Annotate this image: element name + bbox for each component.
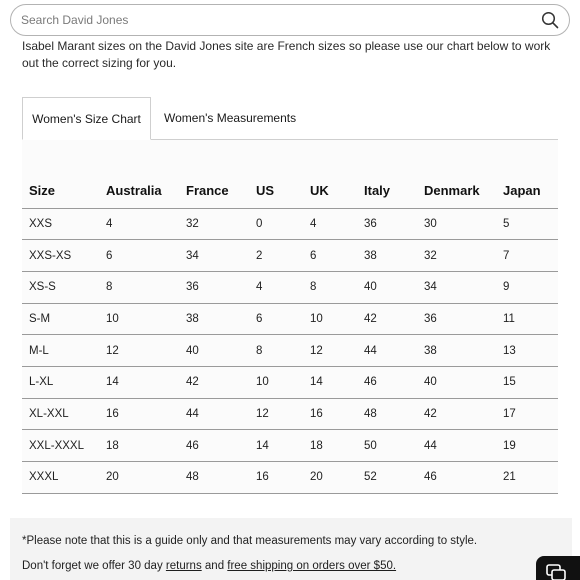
search-input[interactable] <box>21 5 531 35</box>
table-cell: 36 <box>179 271 249 303</box>
size-chart <box>22 140 558 494</box>
table-cell: 4 <box>249 271 303 303</box>
table-cell: 38 <box>179 303 249 335</box>
table-row <box>22 303 558 335</box>
table-cell: 36 <box>357 208 417 240</box>
table-cell: 32 <box>179 208 249 240</box>
table-cell: XXS-XS <box>22 240 99 272</box>
table-cell: 50 <box>357 430 417 462</box>
table-cell: 38 <box>417 335 496 367</box>
table-cell: 40 <box>357 271 417 303</box>
table-row <box>22 430 558 462</box>
column-header: UK <box>303 140 357 208</box>
table-header-row <box>22 140 558 208</box>
table-cell: 18 <box>303 430 357 462</box>
table-cell: S-M <box>22 303 99 335</box>
table-cell: 42 <box>357 303 417 335</box>
table-cell: 14 <box>249 430 303 462</box>
tab-womens-measurements[interactable]: Women's Measurements <box>164 111 297 125</box>
table-row <box>22 208 558 240</box>
table-cell: 44 <box>179 398 249 430</box>
table-cell: 40 <box>179 335 249 367</box>
table-cell: 10 <box>249 366 303 398</box>
table-cell: 10 <box>99 303 179 335</box>
size-chart-tabs <box>22 97 558 140</box>
column-header: Denmark <box>417 140 496 208</box>
table-cell: 44 <box>417 430 496 462</box>
table-cell: 21 <box>496 462 558 494</box>
table-cell: 5 <box>496 208 558 240</box>
table-cell: XS-S <box>22 271 99 303</box>
table-cell: 46 <box>357 366 417 398</box>
table-cell: 8 <box>99 271 179 303</box>
table-cell: 46 <box>417 462 496 494</box>
table-cell: 10 <box>303 303 357 335</box>
disclaimer-text: *Please note that this is a guide only and that measurements may vary according to style. <box>22 535 478 547</box>
table-cell: XXXL <box>22 462 99 494</box>
table-cell: 6 <box>99 240 179 272</box>
chat-button[interactable] <box>536 556 580 580</box>
returns-link[interactable]: returns <box>165 560 202 572</box>
tab-womens-size-chart[interactable]: Women's Size Chart <box>22 97 151 140</box>
table-cell: 14 <box>303 366 357 398</box>
table-cell: 32 <box>417 240 496 272</box>
column-header: Italy <box>357 140 417 208</box>
column-header: France <box>179 140 249 208</box>
table-cell: 15 <box>496 366 558 398</box>
table-cell: 12 <box>99 335 179 367</box>
table-cell: 11 <box>496 303 558 335</box>
table-cell: L-XL <box>22 366 99 398</box>
offer-middle: and <box>201 560 228 572</box>
free-shipping-link[interactable]: free shipping on orders over $50. <box>227 560 397 572</box>
search-bar[interactable] <box>10 4 570 36</box>
table-cell: XXL-XXXL <box>22 430 99 462</box>
column-header: Australia <box>99 140 179 208</box>
intro-text: Isabel Marant sizes on the David Jones site are French sizes so please use our chart below to work out the correct sizing for you. <box>22 39 551 70</box>
table-cell: 48 <box>357 398 417 430</box>
table-body <box>22 208 558 493</box>
table-cell: XXS <box>22 208 99 240</box>
table-cell: 18 <box>99 430 179 462</box>
table-cell: 6 <box>303 240 357 272</box>
table-cell: 8 <box>249 335 303 367</box>
table-cell: 8 <box>303 271 357 303</box>
size-table <box>22 140 558 494</box>
search-icon[interactable] <box>541 11 559 29</box>
table-cell: 17 <box>496 398 558 430</box>
column-header: US <box>249 140 303 208</box>
table-cell: 14 <box>99 366 179 398</box>
offer-prefix: Don't forget we offer 30 day <box>22 560 166 572</box>
table-cell: 9 <box>496 271 558 303</box>
table-cell: 30 <box>417 208 496 240</box>
table-cell: 16 <box>99 398 179 430</box>
table-cell: 36 <box>417 303 496 335</box>
table-cell: 46 <box>179 430 249 462</box>
table-cell: 40 <box>417 366 496 398</box>
table-cell: 16 <box>249 462 303 494</box>
table-row <box>22 335 558 367</box>
table-row <box>22 462 558 494</box>
table-cell: 44 <box>357 335 417 367</box>
table-row <box>22 398 558 430</box>
column-header: Japan <box>496 140 558 208</box>
table-cell: 12 <box>303 335 357 367</box>
table-cell: 19 <box>496 430 558 462</box>
table-cell: 12 <box>249 398 303 430</box>
table-cell: 4 <box>99 208 179 240</box>
table-cell: 7 <box>496 240 558 272</box>
table-cell: 42 <box>179 366 249 398</box>
table-row <box>22 366 558 398</box>
table-cell: M-L <box>22 335 99 367</box>
table-cell: 13 <box>496 335 558 367</box>
table-cell: 16 <box>303 398 357 430</box>
table-row <box>22 240 558 272</box>
table-cell: 4 <box>303 208 357 240</box>
table-row <box>22 271 558 303</box>
table-cell: 42 <box>417 398 496 430</box>
table-cell: 6 <box>249 303 303 335</box>
table-cell: XL-XXL <box>22 398 99 430</box>
table-cell: 34 <box>179 240 249 272</box>
table-cell: 20 <box>303 462 357 494</box>
note-box <box>10 518 572 580</box>
table-cell: 34 <box>417 271 496 303</box>
table-cell: 2 <box>249 240 303 272</box>
table-cell: 48 <box>179 462 249 494</box>
table-cell: 38 <box>357 240 417 272</box>
offer-text <box>22 560 396 572</box>
table-cell: 0 <box>249 208 303 240</box>
chat-icon <box>546 564 566 580</box>
column-header: Size <box>22 140 99 208</box>
table-cell: 20 <box>99 462 179 494</box>
table-cell: 52 <box>357 462 417 494</box>
